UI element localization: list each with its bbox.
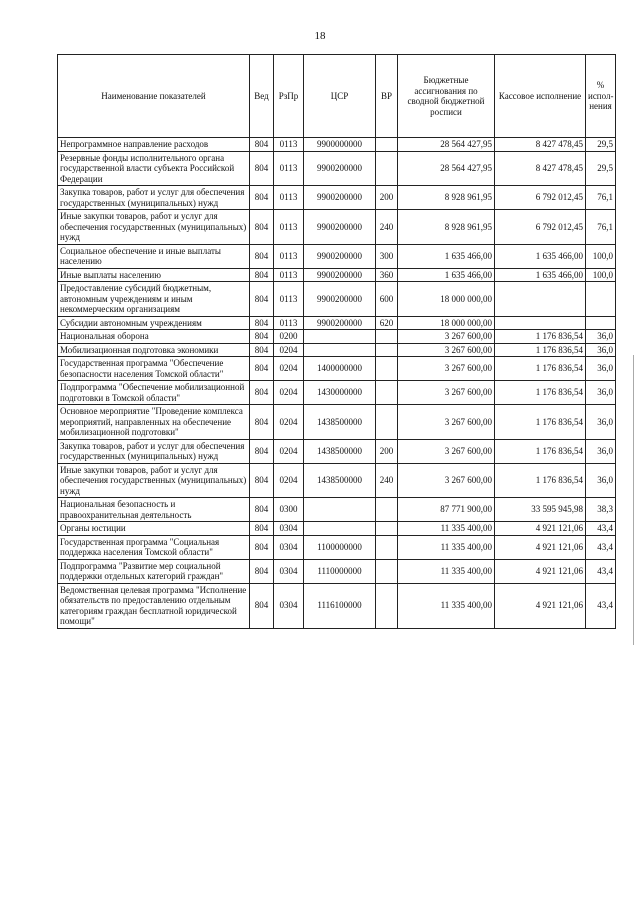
- cell-cash: 4 921 121,06: [495, 583, 586, 628]
- table-row: [58, 559, 616, 583]
- cell-ved: 804: [250, 535, 274, 559]
- cell-pct: 36,0: [586, 463, 616, 498]
- table-row: [58, 138, 616, 152]
- cell-cash: 4 921 121,06: [495, 522, 586, 536]
- cell-name: Государственная программа "Обеспечение безопасности населения Томской области": [58, 357, 250, 381]
- header-rzpr: РзПр: [274, 55, 304, 138]
- cell-csr: 1110000000: [304, 559, 376, 583]
- cell-ved: 804: [250, 138, 274, 152]
- cell-ved: 804: [250, 559, 274, 583]
- cell-csr: 9900200000: [304, 268, 376, 282]
- cell-name: Национальная безопасность и правоохранительная деятельность: [58, 498, 250, 522]
- cell-vr: [376, 535, 398, 559]
- cell-ved: 804: [250, 151, 274, 186]
- cell-rzpr: 0113: [274, 316, 304, 330]
- cell-rzpr: 0304: [274, 535, 304, 559]
- cell-csr: 1116100000: [304, 583, 376, 628]
- cell-budget: 3 267 600,00: [398, 439, 495, 463]
- header-vr: ВР: [376, 55, 398, 138]
- cell-name: Закупка товаров, работ и услуг для обеспечения государственных (муниципальных) нужд: [58, 186, 250, 210]
- cell-csr: 1438500000: [304, 463, 376, 498]
- cell-pct: 36,0: [586, 330, 616, 344]
- cell-csr: 9900200000: [304, 151, 376, 186]
- cell-csr: 9900200000: [304, 316, 376, 330]
- cell-cash: [495, 316, 586, 330]
- cell-pct: 38,3: [586, 498, 616, 522]
- cell-pct: 36,0: [586, 405, 616, 440]
- cell-name: Ведомственная целевая программа "Исполнение обязательств по предоставлению отдельным категориям граждан бесплатной юридической помощи": [58, 583, 250, 628]
- cell-cash: 4 921 121,06: [495, 559, 586, 583]
- table-row: [58, 498, 616, 522]
- cell-pct: 36,0: [586, 343, 616, 357]
- cell-pct: 36,0: [586, 381, 616, 405]
- cell-budget: 11 335 400,00: [398, 583, 495, 628]
- cell-csr: 1438500000: [304, 405, 376, 440]
- cell-vr: [376, 522, 398, 536]
- cell-rzpr: 0113: [274, 186, 304, 210]
- cell-pct: 43,4: [586, 535, 616, 559]
- table-row: [58, 210, 616, 245]
- cell-ved: 804: [250, 268, 274, 282]
- cell-pct: [586, 316, 616, 330]
- table-header-row: [58, 55, 616, 138]
- cell-csr: 1100000000: [304, 535, 376, 559]
- cell-ved: 804: [250, 282, 274, 317]
- cell-rzpr: 0204: [274, 463, 304, 498]
- cell-cash: 1 176 836,54: [495, 343, 586, 357]
- cell-csr: 9900200000: [304, 282, 376, 317]
- cell-pct: 43,4: [586, 583, 616, 628]
- cell-rzpr: 0204: [274, 405, 304, 440]
- cell-cash: 4 921 121,06: [495, 535, 586, 559]
- cell-ved: 804: [250, 522, 274, 536]
- cell-budget: 8 928 961,95: [398, 186, 495, 210]
- cell-ved: 804: [250, 405, 274, 440]
- cell-ved: 804: [250, 357, 274, 381]
- table-row: [58, 282, 616, 317]
- page-number: 18: [314, 30, 326, 42]
- cell-budget: 3 267 600,00: [398, 463, 495, 498]
- cell-vr: [376, 138, 398, 152]
- cell-cash: 1 635 466,00: [495, 268, 586, 282]
- cell-ved: 804: [250, 244, 274, 268]
- header-budget: Бюджетные ассигнования по сводной бюджетной росписи: [398, 55, 495, 138]
- cell-cash: 1 176 836,54: [495, 463, 586, 498]
- cell-vr: 600: [376, 282, 398, 317]
- cell-pct: 29,5: [586, 138, 616, 152]
- cell-budget: 28 564 427,95: [398, 151, 495, 186]
- cell-vr: [376, 151, 398, 186]
- cell-name: Социальное обеспечение и иные выплаты населению: [58, 244, 250, 268]
- cell-budget: 87 771 900,00: [398, 498, 495, 522]
- cell-vr: [376, 343, 398, 357]
- cell-name: Национальная оборона: [58, 330, 250, 344]
- cell-name: Резервные фонды исполнительного органа государственной власти субъекта Российской Федерации: [58, 151, 250, 186]
- header-pct: % испол-нения: [586, 55, 616, 138]
- cell-ved: 804: [250, 439, 274, 463]
- cell-budget: 18 000 000,00: [398, 282, 495, 317]
- cell-vr: [376, 498, 398, 522]
- cell-csr: 9900200000: [304, 186, 376, 210]
- cell-cash: [495, 282, 586, 317]
- cell-rzpr: 0204: [274, 343, 304, 357]
- cell-csr: 1400000000: [304, 357, 376, 381]
- cell-budget: 3 267 600,00: [398, 330, 495, 344]
- cell-rzpr: 0304: [274, 522, 304, 536]
- cell-cash: 6 792 012,45: [495, 186, 586, 210]
- cell-budget: 3 267 600,00: [398, 357, 495, 381]
- cell-rzpr: 0113: [274, 138, 304, 152]
- cell-budget: 1 635 466,00: [398, 268, 495, 282]
- cell-ved: 804: [250, 381, 274, 405]
- cell-pct: 76,1: [586, 186, 616, 210]
- cell-cash: 6 792 012,45: [495, 210, 586, 245]
- table-row: [58, 343, 616, 357]
- cell-name: Основное мероприятие "Проведение комплекса мероприятий, направленных на обеспечение мобилизационной подготовки": [58, 405, 250, 440]
- cell-pct: 29,5: [586, 151, 616, 186]
- cell-ved: 804: [250, 583, 274, 628]
- cell-budget: 8 928 961,95: [398, 210, 495, 245]
- cell-vr: 620: [376, 316, 398, 330]
- cell-cash: 8 427 478,45: [495, 138, 586, 152]
- cell-rzpr: 0204: [274, 357, 304, 381]
- cell-pct: 36,0: [586, 439, 616, 463]
- table-row: [58, 463, 616, 498]
- table-row: [58, 151, 616, 186]
- cell-cash: 1 176 836,54: [495, 439, 586, 463]
- table-row: [58, 268, 616, 282]
- header-csr: ЦСР: [304, 55, 376, 138]
- cell-name: Органы юстиции: [58, 522, 250, 536]
- cell-ved: 804: [250, 463, 274, 498]
- cell-ved: 804: [250, 330, 274, 344]
- cell-pct: 76,1: [586, 210, 616, 245]
- cell-budget: 3 267 600,00: [398, 405, 495, 440]
- cell-rzpr: 0300: [274, 498, 304, 522]
- table-row: [58, 583, 616, 628]
- cell-pct: [586, 282, 616, 317]
- cell-vr: [376, 381, 398, 405]
- cell-budget: 28 564 427,95: [398, 138, 495, 152]
- cell-vr: [376, 330, 398, 344]
- table-row: [58, 381, 616, 405]
- cell-pct: 43,4: [586, 559, 616, 583]
- budget-table: [57, 54, 616, 629]
- cell-pct: 43,4: [586, 522, 616, 536]
- table-row: [58, 522, 616, 536]
- table-row: [58, 535, 616, 559]
- table-row: [58, 357, 616, 381]
- cell-name: Предоставление субсидий бюджетным, автономным учреждениям и иным некоммерческим организациям: [58, 282, 250, 317]
- cell-cash: 33 595 945,98: [495, 498, 586, 522]
- cell-rzpr: 0304: [274, 583, 304, 628]
- table-row: [58, 439, 616, 463]
- cell-csr: 9900200000: [304, 210, 376, 245]
- cell-ved: 804: [250, 210, 274, 245]
- table-row: [58, 244, 616, 268]
- cell-vr: 240: [376, 463, 398, 498]
- cell-vr: [376, 357, 398, 381]
- cell-name: Подпрограмма "Развитие мер социальной поддержки отдельных категорий граждан": [58, 559, 250, 583]
- cell-cash: 1 176 836,54: [495, 330, 586, 344]
- cell-csr: 9900000000: [304, 138, 376, 152]
- cell-vr: [376, 405, 398, 440]
- cell-rzpr: 0113: [274, 268, 304, 282]
- cell-csr: [304, 330, 376, 344]
- header-cash: Кассовое исполнение: [495, 55, 586, 138]
- cell-ved: 804: [250, 498, 274, 522]
- cell-csr: 1430000000: [304, 381, 376, 405]
- cell-budget: 3 267 600,00: [398, 381, 495, 405]
- cell-rzpr: 0113: [274, 151, 304, 186]
- cell-rzpr: 0113: [274, 210, 304, 245]
- header-name: Наименование показателей: [58, 55, 250, 138]
- cell-ved: 804: [250, 316, 274, 330]
- cell-rzpr: 0200: [274, 330, 304, 344]
- cell-budget: 18 000 000,00: [398, 316, 495, 330]
- cell-rzpr: 0204: [274, 439, 304, 463]
- cell-rzpr: 0204: [274, 381, 304, 405]
- cell-pct: 100,0: [586, 244, 616, 268]
- cell-name: Иные закупки товаров, работ и услуг для обеспечения государственных (муниципальных) нужд: [58, 210, 250, 245]
- cell-csr: [304, 522, 376, 536]
- cell-csr: [304, 343, 376, 357]
- cell-name: Иные выплаты населению: [58, 268, 250, 282]
- cell-budget: 11 335 400,00: [398, 559, 495, 583]
- cell-rzpr: 0113: [274, 282, 304, 317]
- cell-vr: [376, 559, 398, 583]
- table-row: [58, 330, 616, 344]
- cell-budget: 3 267 600,00: [398, 343, 495, 357]
- cell-cash: 1 635 466,00: [495, 244, 586, 268]
- cell-name: Иные закупки товаров, работ и услуг для обеспечения государственных (муниципальных) нужд: [58, 463, 250, 498]
- cell-cash: 8 427 478,45: [495, 151, 586, 186]
- cell-ved: 804: [250, 186, 274, 210]
- cell-cash: 1 176 836,54: [495, 405, 586, 440]
- cell-csr: 1438500000: [304, 439, 376, 463]
- cell-vr: 200: [376, 439, 398, 463]
- cell-vr: 240: [376, 210, 398, 245]
- cell-pct: 100,0: [586, 268, 616, 282]
- cell-csr: [304, 498, 376, 522]
- table-row: [58, 405, 616, 440]
- cell-budget: 1 635 466,00: [398, 244, 495, 268]
- cell-vr: [376, 583, 398, 628]
- cell-pct: 36,0: [586, 357, 616, 381]
- cell-name: Закупка товаров, работ и услуг для обеспечения государственных (муниципальных) нужд: [58, 439, 250, 463]
- cell-name: Непрограммное направление расходов: [58, 138, 250, 152]
- cell-csr: 9900200000: [304, 244, 376, 268]
- cell-vr: 360: [376, 268, 398, 282]
- cell-ved: 804: [250, 343, 274, 357]
- cell-rzpr: 0304: [274, 559, 304, 583]
- cell-rzpr: 0113: [274, 244, 304, 268]
- cell-budget: 11 335 400,00: [398, 522, 495, 536]
- cell-cash: 1 176 836,54: [495, 357, 586, 381]
- cell-cash: 1 176 836,54: [495, 381, 586, 405]
- cell-vr: 300: [376, 244, 398, 268]
- scan-edge-line: [633, 355, 634, 645]
- cell-name: Государственная программа "Социальная поддержка населения Томской области": [58, 535, 250, 559]
- cell-name: Субсидии автономным учреждениям: [58, 316, 250, 330]
- cell-name: Подпрограмма "Обеспечение мобилизационной подготовки в Томской области": [58, 381, 250, 405]
- table-row: [58, 186, 616, 210]
- header-ved: Вед: [250, 55, 274, 138]
- table-row: [58, 316, 616, 330]
- cell-vr: 200: [376, 186, 398, 210]
- cell-budget: 11 335 400,00: [398, 535, 495, 559]
- cell-name: Мобилизационная подготовка экономики: [58, 343, 250, 357]
